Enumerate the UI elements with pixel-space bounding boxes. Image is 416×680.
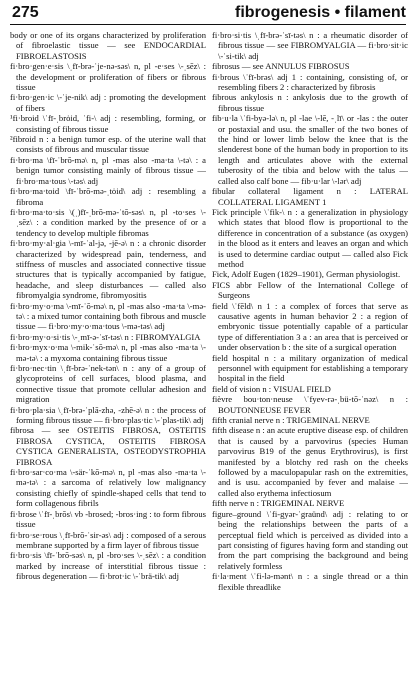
dictionary-entry: fi·bro·sis \fī-ˈbrō-səs\ n, pl -bro·ses \-ˌsēz\ : a condition marked by increase of interstitial fibrous tissue : fibrous degeneration — fi·brot·ic \-ˈbrä-tik\ adj <box>10 550 206 582</box>
dictionary-entry: fi·bro·my·o·ma \-mī-ˈō-mə\ n, pl -mas also -ma·ta \-mə-tə\ : a mixed tumor containing both fibrous and muscle tissue — fi·bro·my·o·ma·tous \-mə-təs\ adj <box>10 300 206 332</box>
header-rule <box>10 24 406 25</box>
dictionary-entry: fièvre bou·ton·neuse \ˈfyev-rə-ˌbü-tō-ˈnəz\ n : BOUTONNEUSE FEVER <box>212 394 408 415</box>
dictionary-entry: figure–ground \ˈfi-gyər-ˈgraünd\ adj : relating to or being the relationships between the parts of a perceptual field which is perceived as divided into a part consisting of figures having form and standing out from the part comprising the background and being relatively formless <box>212 508 408 571</box>
dictionary-entry: fi·bro·my·al·gia \-mī-ˈal-jə, -jē-ə\ n : a chronic disorder characterized by widespread pain, tenderness, and stiffness of muscles and associated connective tissue structures that is typically accompanied by fatigue, headache, and sleep disturbances — called also fibromyalgia syndrome, fibromyositis <box>10 238 206 301</box>
dictionary-entry: fi·brose \ˈfī-ˌbrōs\ vb -brosed; -bros·ing : to form fibrous tissue <box>10 508 206 530</box>
dictionary-entry: Fick principle \ˈfik-\ n : a generalization in physiology which states that blood flow is proportional to the difference in concentration of a substance (as oxygen) in the blood as it enters and leaves an organ and which is used to determine cardiac output — called also Fick method <box>212 206 408 269</box>
dictionary-entry: fi·la·ment \ˈfi-lə-mənt\ n : a single thread or a thin flexible threadlike <box>212 571 408 592</box>
dictionary-entry: fibrosa — see OSTEITIS FIBROSA, OSTEITIS FIBROSA CYSTICA, OSTEITIS FIBROSA CYSTICA GENERALISTA, OSTEODYSTROPHIA FIBROSA <box>10 425 206 467</box>
page-number: 275 <box>12 4 39 21</box>
dictionary-entry: FICS abbr Fellow of the International College of Surgeons <box>212 279 408 301</box>
dictionary-entry: fi·brous \ˈfī-brəs\ adj 1 : containing, consisting of, or resembling fibers 2 : characterized by fibrosis <box>212 71 408 93</box>
dictionary-entry: fi·bro·gen·ic \-ˈje-nik\ adj : promoting the development of fibers <box>10 92 206 113</box>
dictionary-entry: field hospital n : a military organization of medical personnel with equipment for establishing a temporary hospital in the field <box>212 352 408 384</box>
dictionary-entry: fi·bro·my·o·si·tis \-ˌmī-ə-ˈsī-təs\ n : FIBROMYALGIA <box>10 331 201 342</box>
dictionary-entry: fi·bro·gen·e·sis \ˌfī-brə-ˈje-nə-səs\ n, pl -e·ses \-ˌsēz\ : the development or proliferation of fibers or fibrous tissue <box>10 61 206 93</box>
dictionary-entry: fi·bro·pla·sia \ˌfī-brə-ˈplā-zhə, -zhē-ə\ n : the process of forming fibrous tissue — fi·bro·plas·tic \-ˈplas-tik\ adj <box>10 404 206 426</box>
dictionary-entry: fifth disease n : an acute eruptive disease esp. of children that is caused by a parvovirus (species Human parvovirus B19 of the genus Erythrovirus), is first manifested by a blotchy red rash on the cheeks followed by a maculopapular rash on the extremities, and is usu. accompanied by fever and malaise — called also erythema infectiosum <box>212 425 408 498</box>
dictionary-entry: fi·bro·nec·tin \ˌfī-brə-ˈnek-tən\ n : any of a group of glycoproteins of cell surfaces, blood plasma, and connective tissue that promote cellular adhesion and migration <box>10 363 206 405</box>
dictionary-entry: fibular collateral ligament n : LATERAL COLLATERAL LIGAMENT 1 <box>212 186 408 207</box>
dictionary-entry: Fick, Adolf Eugen (1829–1901), German physiologist. <box>212 269 401 280</box>
dictionary-entry: fi·bro·sar·co·ma \-sär-ˈkō-mə\ n, pl -mas also -ma·ta \-mə-tə\ : a sarcoma of relatively low malignancy consisting chiefly of spindle-shaped cells that tend to form collagenous fibrils <box>10 467 206 509</box>
page-header <box>0 4 416 26</box>
dictionary-entry: fibrous ankylosis n : ankylosis due to the growth of fibrous tissue <box>212 92 408 113</box>
right-column <box>212 30 408 674</box>
dictionary-entry: fifth cranial nerve n : TRIGEMINAL NERVE <box>212 415 370 426</box>
dictionary-entry: fi·bro·ma \fī-ˈbrō-mə\ n, pl -mas also -ma·ta \-tə\ : a benign tumor consisting mainly of fibrous tissue — fi·bro·ma·tous \-təs\ adj <box>10 154 206 186</box>
dictionary-entry: fibrosus — see ANNULUS FIBROSUS <box>212 61 350 72</box>
dictionary-entry: fib·u·la \ˈfi-byə-lə\ n, pl -lae \-lē, -ˌlī\ or -las : the outer or postaxial and usu. the smaller of the two bones of the hind or lower limb below the knee that is the slenderest bone of the human body in proportion to its length and articulates above with the external tuberosity of the tibia and below with the talus — called also calf bone — fib·u·lar \-lər\ adj <box>212 113 408 186</box>
dictionary-entry: field of vision n : VISUAL FIELD <box>212 383 331 394</box>
dictionary-entry: fi·bro·se·rous \ˌfī-brō-ˈsir-əs\ adj : composed of a serous membrane supported by a firm layer of fibrous tissue <box>10 529 206 550</box>
dictionary-entry: ¹fi·broid \ˈfī-ˌbrȯid, ˈfi-\ adj : resembling, forming, or consisting of fibrous tissue <box>10 113 206 134</box>
dictionary-entry: fifth nerve n : TRIGEMINAL NERVE <box>212 498 345 509</box>
dictionary-entry: fi·bro·si·tis \ˌfī-brə-ˈsī-təs\ n : a rheumatic disorder of fibrous tissue — see FIBROMYALGIA — fi·bro·sit·ic \-ˈsi-tik\ adj <box>212 30 408 61</box>
dictionary-entry: ²fibroid n : a benign tumor esp. of the uterine wall that consists of fibrous and muscular tissue <box>10 134 206 155</box>
dictionary-entry: fi·bro·ma·toid \fī-ˈbrō-mə-ˌtȯid\ adj : resembling a fibroma <box>10 186 206 207</box>
dictionary-entry: field \ˈfēld\ n 1 : a complex of forces that serve as causative agents in human behavior 2 : a region of embryonic tissue potentially capable of a particular type of differentiation 3 a : an area that is perceived or under observation b : the site of a surgical operation <box>212 300 408 353</box>
guide-words: fibrogenesis • filament <box>235 4 406 21</box>
dictionary-entry: body or one of its organs characterized by proliferation of fibroelastic tissue — see ENDOCARDIAL FIBROELASTOSIS <box>10 30 206 61</box>
dictionary-entry: fi·bro·ma·to·sis \(ˌ)fī-ˌbrō-mə-ˈtō-səs\ n, pl -to·ses \-ˌsēz\ : a condition marked by the presence of or a tendency to develop multiple fibromas <box>10 206 206 238</box>
left-column <box>10 30 206 674</box>
dictionary-entry: fi·bro·myx·o·ma \-mik-ˈsō-mə\ n, pl -mas also -ma·ta \-mə-tə\ : a myxoma containing fibrous tissue <box>10 342 206 363</box>
